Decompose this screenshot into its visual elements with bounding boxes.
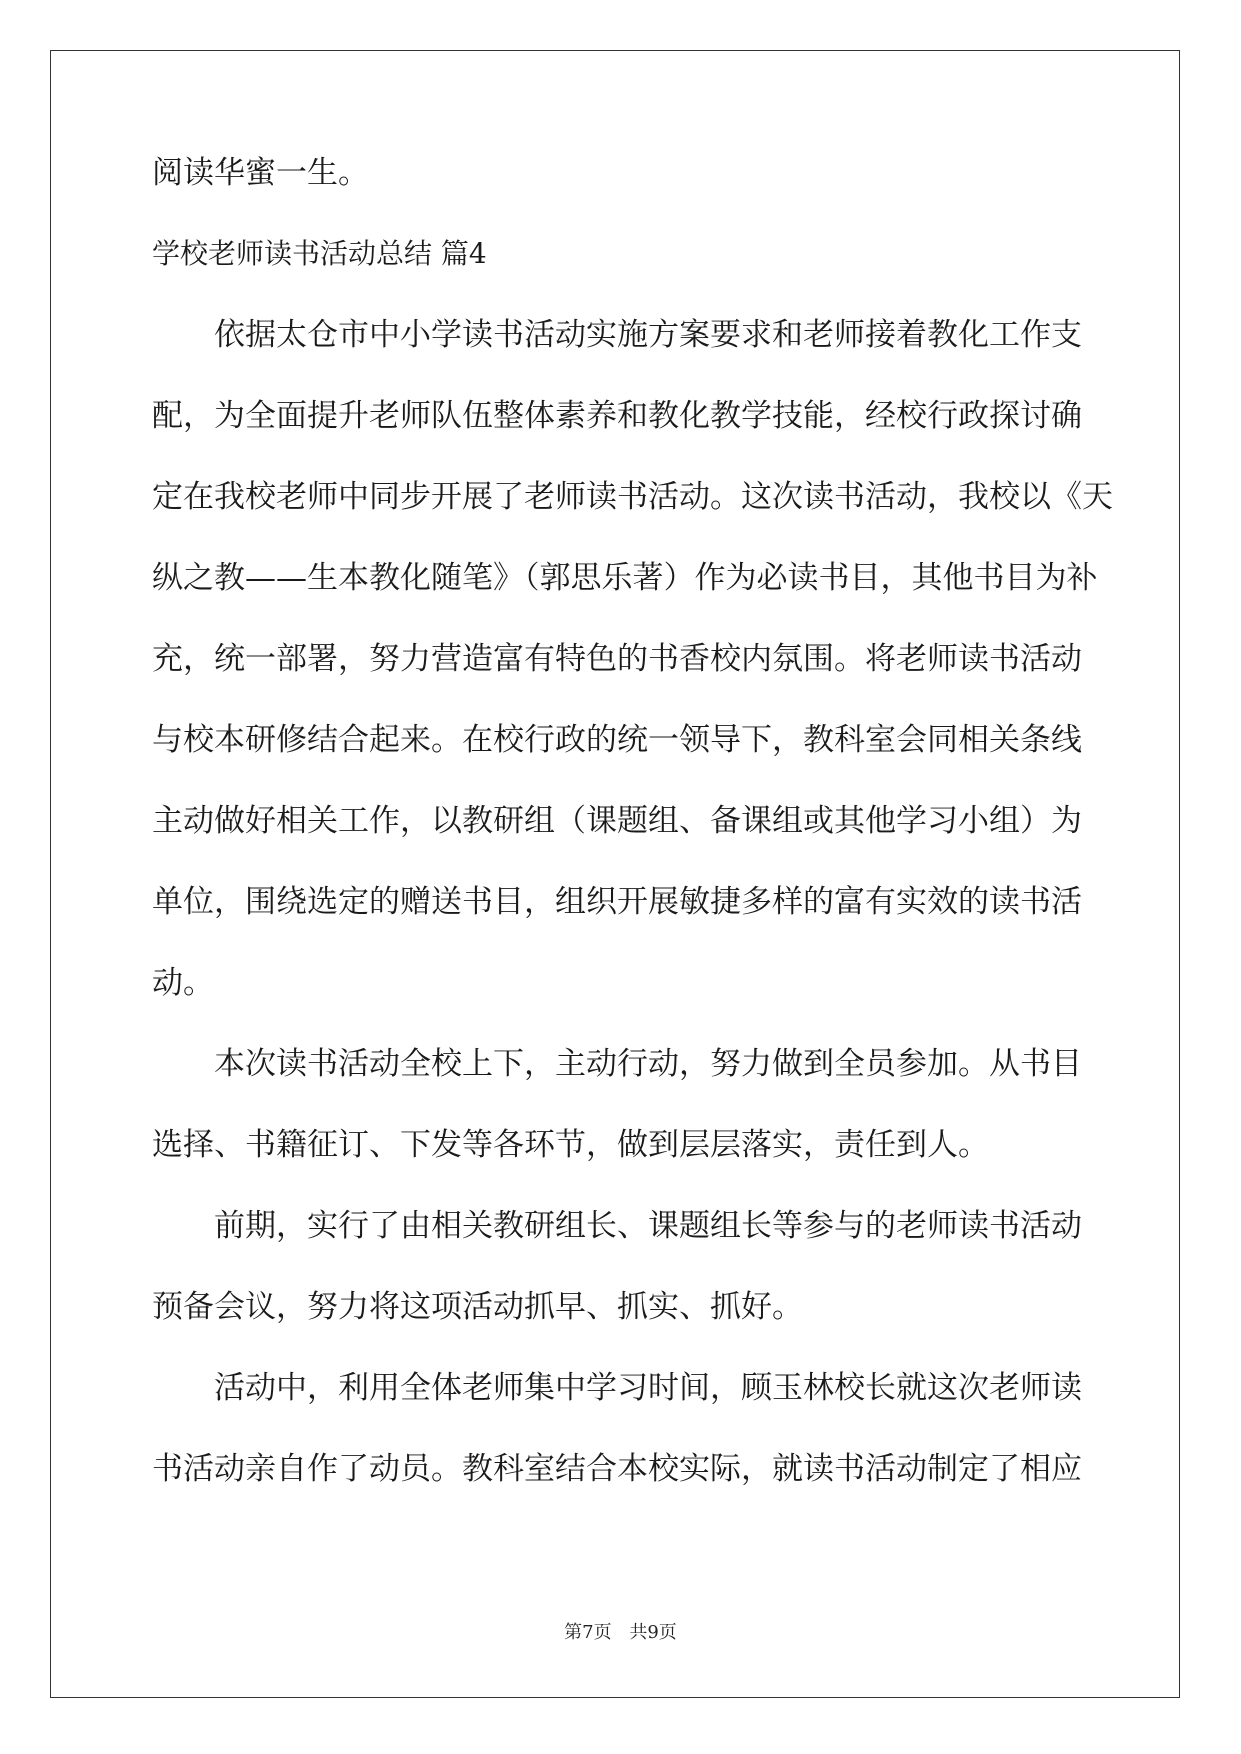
paragraph-line: 前期，实行了由相关教研组长、课题组长等参与的老师读书活动 <box>214 1208 1082 1244</box>
paragraph-line: 纵之教——生本教化随笔》（郭思乐著）作为必读书目，其他书目为补 <box>152 560 1098 596</box>
page-footer <box>0 1618 1241 1644</box>
paragraph-line: 充，统一部署，努力营造富有特色的书香校内氛围。将老师读书活动 <box>152 641 1082 677</box>
paragraph-line: 本次读书活动全校上下，主动行动，努力做到全员参加。从书目 <box>214 1046 1082 1082</box>
paragraph-line: 主动做好相关工作，以教研组（课题组、备课组或其他学习小组）为 <box>152 803 1082 839</box>
paragraph-line: 动。 <box>152 965 214 1001</box>
paragraph-line: 依据太仓市中小学读书活动实施方案要求和老师接着教化工作支 <box>214 317 1082 353</box>
paragraph-line: 单位，围绕选定的赠送书目，组织开展敏捷多样的富有实效的读书活 <box>152 884 1082 920</box>
paragraph-line: 选择、书籍征订、下发等各环节，做到层层落实，责任到人。 <box>152 1127 989 1163</box>
paragraph-line: 与校本研修结合起来。在校行政的统一领导下，教科室会同相关条线 <box>152 722 1082 758</box>
page-number: 第7页 <box>564 1622 612 1643</box>
paragraph-line: 书活动亲自作了动员。教科室结合本校实际，就读书活动制定了相应 <box>152 1451 1082 1487</box>
top-line: 阅读华蜜一生。 <box>152 155 369 191</box>
paragraph-line: 配，为全面提升老师队伍整体素养和教化教学技能，经校行政探讨确 <box>152 398 1082 434</box>
page-total: 共9页 <box>629 1622 677 1643</box>
section-heading: 学校老师读书活动总结 篇4 <box>152 237 487 270</box>
paragraph-line: 预备会议，努力将这项活动抓早、抓实、抓好。 <box>152 1289 803 1325</box>
paragraph-line: 活动中，利用全体老师集中学习时间，顾玉林校长就这次老师读 <box>214 1370 1082 1406</box>
paragraph-line: 定在我校老师中同步开展了老师读书活动。这次读书活动，我校以《天 <box>152 479 1113 515</box>
